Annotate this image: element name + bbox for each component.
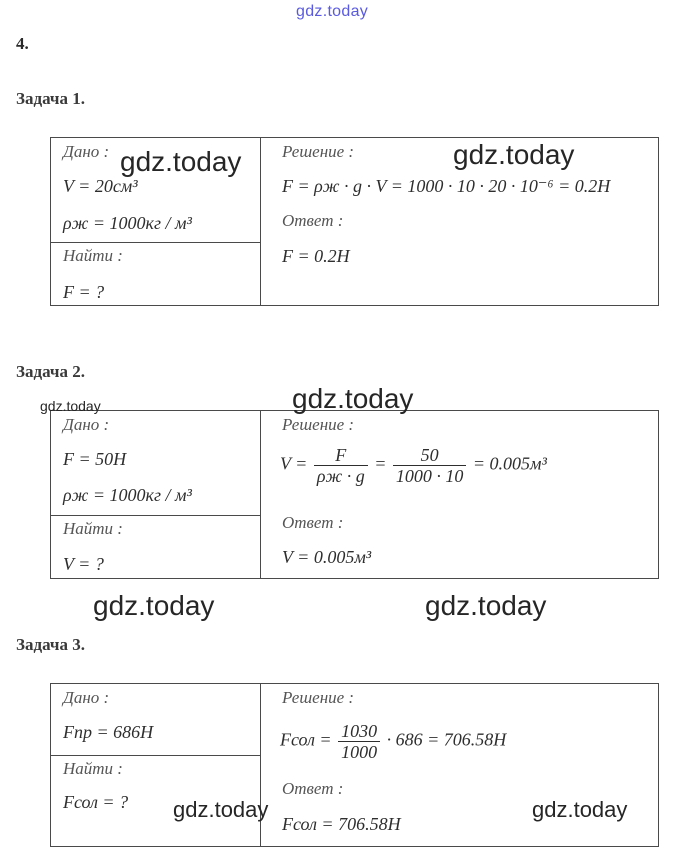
column-divider: [260, 411, 261, 578]
answer-label: Ответ :: [282, 211, 344, 230]
given-force: Fпр = 686H: [63, 722, 154, 742]
given-density: ρж = 1000кг / м³: [63, 213, 192, 233]
fraction-1: [314, 445, 368, 486]
equals-sign: =: [374, 453, 387, 474]
column-divider: [260, 138, 261, 305]
solution-rhs: = 0.005м³: [472, 453, 547, 474]
answer-value: Fсол = 706.58H: [282, 814, 401, 834]
fraction-2: [393, 445, 467, 486]
fraction-denominator: 1000: [341, 742, 378, 762]
find-value: F = ?: [63, 282, 105, 302]
solution-lhs: Fсол =: [280, 729, 332, 750]
find-value: V = ?: [63, 554, 104, 574]
watermark: gdz.today: [173, 797, 269, 822]
given-force: F = 50H: [63, 449, 127, 469]
fraction: [338, 721, 380, 762]
answer-label: Ответ :: [282, 513, 344, 532]
solution-lhs: V =: [280, 453, 308, 474]
row-divider: [51, 755, 261, 756]
solution-label: Решение :: [282, 415, 355, 434]
given-density: ρж = 1000кг / м³: [63, 485, 192, 505]
watermark: gdz.today: [425, 590, 547, 621]
site-logo[interactable]: gdz.today: [296, 3, 369, 20]
answer-value: V = 0.005м³: [282, 547, 372, 567]
fraction-1-numerator: F: [314, 445, 368, 466]
task-1-heading: Задача 1.: [16, 89, 85, 108]
watermark: gdz.today: [40, 398, 101, 414]
task-2-heading: Задача 2.: [16, 362, 85, 381]
exercise-number: 4.: [16, 34, 29, 53]
watermark: gdz.today: [453, 139, 575, 170]
task-2-table: [50, 410, 659, 579]
find-value: Fсол = ?: [63, 792, 129, 812]
watermark: gdz.today: [532, 797, 628, 822]
given-label: Дано :: [63, 688, 110, 707]
solution-formula: F = ρж · g · V = 1000 · 10 · 20 · 10⁻⁶ = 0.2H: [282, 176, 611, 196]
given-label: Дано :: [63, 142, 110, 161]
row-divider: [51, 242, 261, 243]
answer-value: F = 0.2H: [282, 246, 350, 266]
solution-label: Решение :: [282, 688, 355, 707]
solution-formula: [280, 445, 547, 486]
solution-label: Решение :: [282, 142, 355, 161]
find-label: Найти :: [63, 246, 123, 265]
task-3-heading: Задача 3.: [16, 635, 85, 654]
fraction-2-numerator: 50: [393, 445, 467, 466]
solution-formula: [280, 721, 506, 762]
fraction-1-denominator: ρж · g: [316, 466, 365, 486]
fraction-numerator: 1030: [338, 721, 380, 742]
watermark: gdz.today: [292, 383, 414, 414]
find-label: Найти :: [63, 519, 123, 538]
find-label: Найти :: [63, 759, 123, 778]
watermark: gdz.today: [120, 146, 242, 177]
answer-label: Ответ :: [282, 779, 344, 798]
given-volume: V = 20см³: [63, 176, 138, 196]
solution-rhs: · 686 = 706.58H: [386, 729, 507, 750]
watermark: gdz.today: [93, 590, 215, 621]
fraction-2-denominator: 1000 · 10: [395, 466, 464, 486]
given-label: Дано :: [63, 415, 110, 434]
row-divider: [51, 515, 261, 516]
